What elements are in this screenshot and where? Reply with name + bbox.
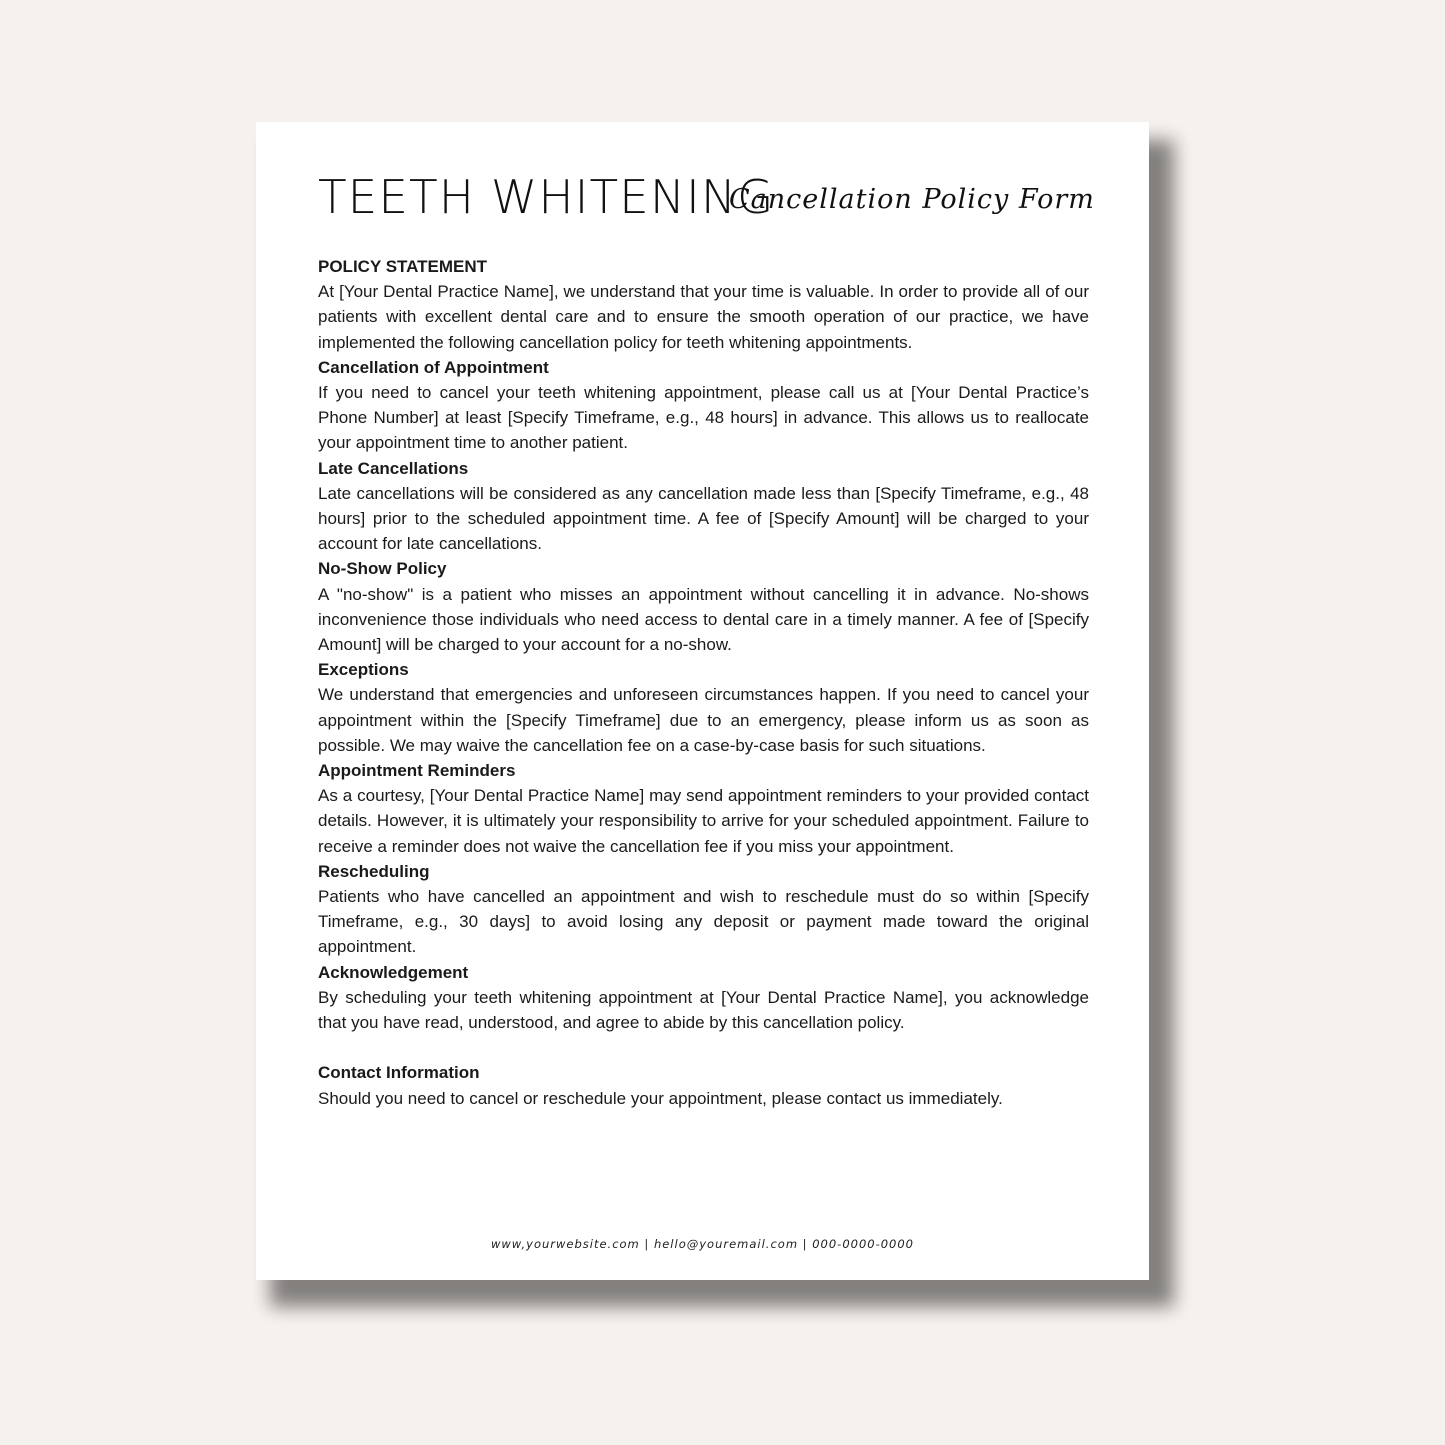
section-spacer [318, 1035, 1089, 1060]
section-heading-cancellation: Cancellation of Appointment [318, 357, 549, 377]
section-body-acknowledgement: By scheduling your teeth whitening appointment at [Your Dental Practice Name], you acknowledge that you have read, understood, and agree to abide by this cancellation policy. [318, 987, 1089, 1033]
section-heading-exceptions: Exceptions [318, 660, 409, 680]
section-body-exceptions: We understand that emergencies and unforeseen circumstances happen. If you need to cancel your appointment within the [Specify Timeframe] due to an emergency, please inform us as soon as possible. We may waive the cancellation fee on a case-by-case basis for such situations. [318, 685, 1089, 755]
title-script: Cancellation Policy Form [729, 184, 1095, 215]
section-heading-policy-statement: POLICY STATEMENT [318, 257, 488, 276]
section-heading-contact: Contact Information [318, 1063, 480, 1083]
section-body-late-cancellations: Late cancellations will be considered as any cancellation made less than [Specify Timeframe, e.g., 48 hours] prior to the scheduled appointment time. A fee of [Specify Amount] will be charged to your account for late cancellations. [318, 483, 1089, 554]
section-body-policy-statement: At [Your Dental Practice Name], we understand that your time is valuable. In order to provide all of our patients with excellent dental care and to ensure the smooth operation of our practice, we have implemented the following cancellation policy for teeth whitening appointments. [318, 282, 1089, 352]
section-heading-no-show: No-Show Policy [318, 559, 447, 579]
section-heading-rescheduling: Rescheduling [318, 861, 430, 881]
section-body-cancellation: If you need to cancel your teeth whitening appointment, please call us at [Your Dental Practice’s Phone Number] at least [Specify Timeframe, e.g., 48 hours] in advance. This allows us to reallocate your appointment time to another patient. [318, 383, 1089, 453]
title-main: TEETH WHITENING [318, 170, 775, 224]
section-body-reminders: As a courtesy, [Your Dental Practice Name] may send appointment reminders to your provided contact details. However, it is ultimately your responsibility to arrive for your scheduled appointment. Failure to receive a reminder does not waive the cancellation fee if you miss your appointment. [318, 786, 1089, 856]
document-page [256, 122, 1149, 1280]
footer-contact-line: www,yourwebsite.com | hello@youremail.com | 000-0000-0000 [491, 1237, 914, 1251]
section-body-contact: Should you need to cancel or reschedule your appointment, please contact us immediately. [318, 1088, 1003, 1108]
section-body-no-show: A "no-show" is a patient who misses an appointment without cancelling it in advance. No-shows inconvenience those individuals who need access to dental care in a timely manner. A fee of [Specify Amount] will be charged to your account for a no-show. [318, 584, 1089, 655]
policy-content [318, 254, 1089, 1111]
section-heading-late-cancellations: Late Cancellations [318, 458, 469, 478]
document-title [318, 168, 1093, 228]
section-heading-reminders: Appointment Reminders [318, 761, 516, 781]
section-heading-acknowledgement: Acknowledgement [318, 962, 469, 982]
section-body-rescheduling: Patients who have cancelled an appointment and wish to reschedule must do so within [Specify Timeframe, e.g., 30 days] to avoid losing any deposit or payment made toward the original appointment. [318, 887, 1089, 957]
